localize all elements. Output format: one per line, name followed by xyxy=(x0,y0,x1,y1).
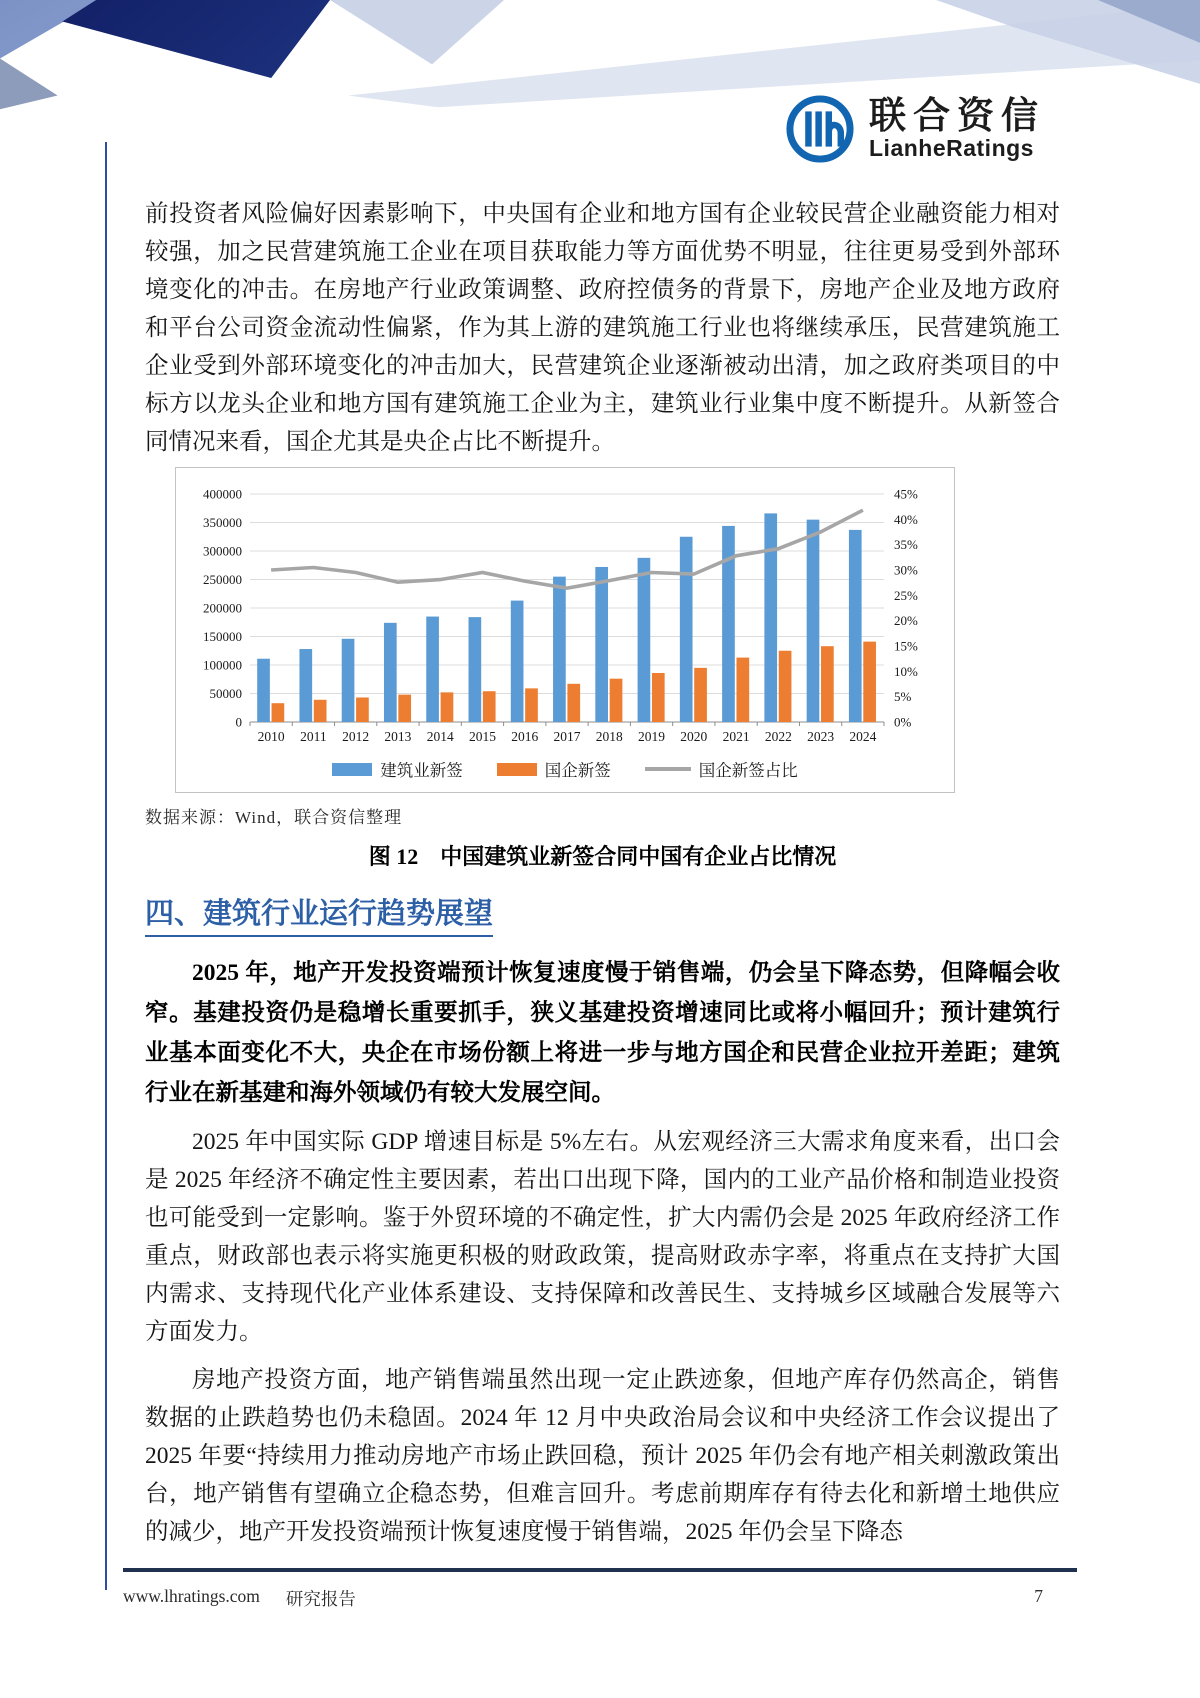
data-source-note: 数据来源：Wind，联合资信整理 xyxy=(145,808,403,827)
svg-text:2010: 2010 xyxy=(257,729,285,744)
section-heading xyxy=(145,891,1060,937)
svg-text:30%: 30% xyxy=(894,562,918,578)
legend-item xyxy=(332,757,463,781)
svg-text:400000: 400000 xyxy=(203,486,242,502)
body-paragraph-3: 房地产投资方面，地产销售端虽然出现一定止跌迹象，但地产库存仍然高企，销售数据的止跌趋势也仍未稳固。2024 年 12 月中央政治局会议和中央经济工作会议提出了 2025 年要“持续用力推动房地产市场止跌回稳，预计 2025 年仍会有地产相关刺激政策出台，地产销售有望确立企稳态势，但难言回升。考虑前期库存有待去化和新增土地供应的减少，地产开发投资端预计恢复速度慢于销售端，2025 年仍会呈下降态 xyxy=(145,1367,1060,1545)
svg-text:100000: 100000 xyxy=(203,657,242,673)
svg-text:2018: 2018 xyxy=(595,729,623,744)
svg-text:10%: 10% xyxy=(894,663,918,679)
section-heading-text: 四、建筑行业运行趋势展望 xyxy=(145,891,493,937)
legend-swatch-icon xyxy=(497,763,537,776)
svg-text:2022: 2022 xyxy=(764,729,792,744)
svg-text:2011: 2011 xyxy=(300,729,327,744)
svg-text:2014: 2014 xyxy=(426,729,454,744)
svg-text:2012: 2012 xyxy=(342,729,370,744)
legend-label: 国企新签 xyxy=(544,761,611,780)
page-content xyxy=(145,195,1060,1551)
legend-swatch-icon xyxy=(645,767,691,771)
lianhe-logo-icon xyxy=(783,92,857,166)
legend-label: 建筑业新签 xyxy=(380,761,463,780)
svg-text:35%: 35% xyxy=(894,537,918,553)
logo-text-zh: 联合资信 xyxy=(869,95,1045,136)
footer-page-number: 7 xyxy=(1034,1586,1043,1606)
figure-12-chart xyxy=(175,467,955,793)
left-margin-divider xyxy=(105,142,107,1590)
svg-text:40%: 40% xyxy=(894,511,918,527)
combo-chart-svg xyxy=(184,478,946,750)
svg-text:15%: 15% xyxy=(894,638,918,654)
body-paragraph-bold: 2025 年，地产开发投资端预计恢复速度慢于销售端，仍会呈下降态势，但降幅会收窄。基建投资仍是稳增长重要抓手，狭义基建投资增速同比或将小幅回升；预计建筑行业基本面变化不大，央企在市场份额上将进一步与地方国企和民营企业拉开差距；建筑行业在新基建和海外领域仍有较大发展空间。 xyxy=(145,960,1060,1106)
svg-text:5%: 5% xyxy=(894,689,912,705)
svg-text:0: 0 xyxy=(235,714,242,730)
logo-text-en: LianheRatings xyxy=(869,135,1034,161)
svg-text:2013: 2013 xyxy=(384,729,412,744)
svg-text:150000: 150000 xyxy=(203,629,242,644)
svg-text:2023: 2023 xyxy=(807,729,835,744)
legend-swatch-icon xyxy=(332,763,372,776)
footer-site-url: www.lhratings.com xyxy=(123,1586,260,1606)
svg-text:2016: 2016 xyxy=(511,729,539,744)
body-paragraph-1: 前投资者风险偏好因素影响下，中央国有企业和地方国有企业较民营企业融资能力相对较强，加之民营建筑施工企业在项目获取能力等方面优势不明显，往往更易受到外部环境变化的冲击。在房地产行业政策调整、政府控债务的背景下，房地产企业及地方政府和平台公司资金流动性偏紧，作为其上游的建筑施工行业也将继续承压，民营建筑施工企业受到外部环境变化的冲击加大，民营建筑企业逐渐被动出清，加之政府类项目的中标方以龙头企业和地方国有建筑施工企业为主，建筑业行业集中度不断提升。从新签合同情况来看，国企尤其是央企占比不断提升。 xyxy=(145,201,1060,455)
body-paragraph-2: 2025 年中国实际 GDP 增速目标是 5%左右。从宏观经济三大需求角度来看，出口会是 2025 年经济不确定性主要因素，若出口出现下降，国内的工业产品价格和制造业投资也可能受到一定影响。鉴于外贸环境的不确定性，扩大内需仍会是 2025 年政府经济工作重点，财政部也表示将实施更积极的财政政策，提高财政赤字率，将重点在支持扩大国内需求、支持现代化产业体系建设、支持保障和改善民生、支持城乡区域融合发展等六方面发力。 xyxy=(145,1129,1060,1345)
svg-text:350000: 350000 xyxy=(203,515,242,530)
legend-item xyxy=(645,757,798,781)
svg-text:2020: 2020 xyxy=(680,729,708,744)
svg-text:2015: 2015 xyxy=(468,729,496,744)
legend-label: 国企新签占比 xyxy=(698,761,798,780)
lianhe-ratings-logo xyxy=(783,92,1045,166)
svg-text:250000: 250000 xyxy=(203,572,242,587)
svg-text:25%: 25% xyxy=(894,587,918,603)
svg-text:2017: 2017 xyxy=(553,729,581,744)
logo-text xyxy=(869,97,1045,161)
figure-caption: 图 12 中国建筑业新签合同中国有企业占比情况 xyxy=(368,844,837,869)
footer-report-label: 研究报告 xyxy=(285,1589,356,1609)
svg-text:20%: 20% xyxy=(894,613,918,629)
legend-item xyxy=(497,757,611,781)
footer-left xyxy=(123,1586,356,1611)
page-footer xyxy=(123,1568,1077,1611)
svg-text:0%: 0% xyxy=(894,714,912,730)
svg-text:45%: 45% xyxy=(894,486,918,502)
svg-text:2019: 2019 xyxy=(638,729,666,744)
svg-text:2024: 2024 xyxy=(849,729,877,744)
svg-text:300000: 300000 xyxy=(203,543,242,559)
svg-text:2021: 2021 xyxy=(722,729,750,744)
chart-legend xyxy=(184,754,946,784)
svg-text:50000: 50000 xyxy=(209,686,242,701)
svg-text:200000: 200000 xyxy=(203,600,242,616)
